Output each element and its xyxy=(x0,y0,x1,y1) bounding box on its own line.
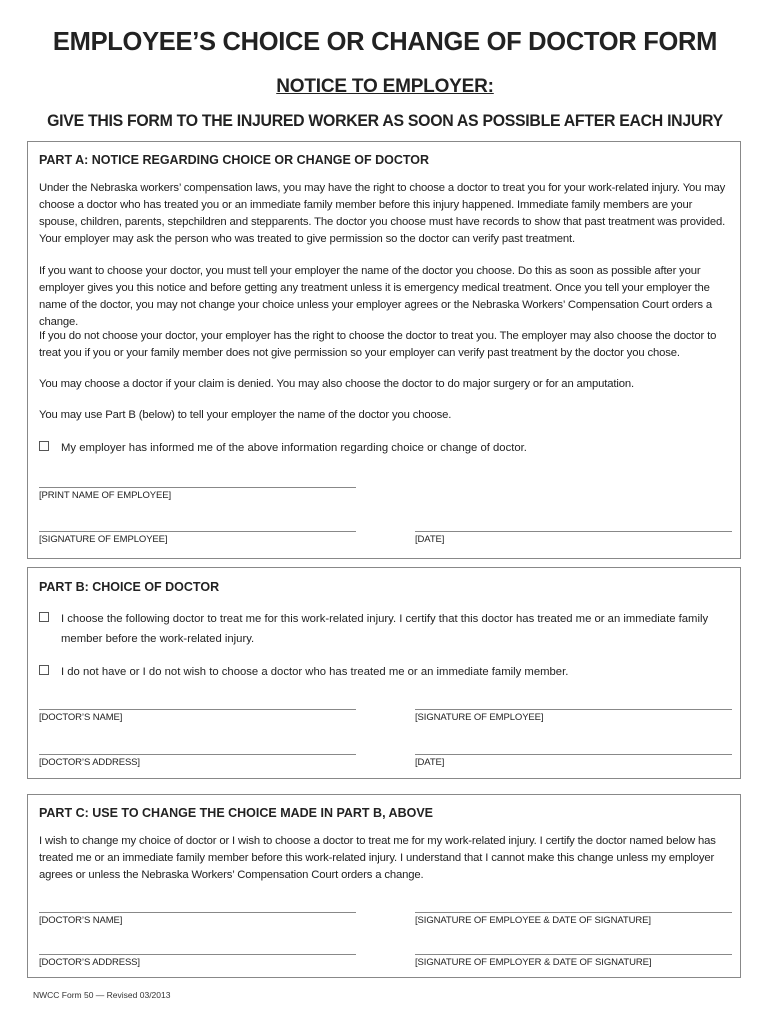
part-a-paragraph-1: Under the Nebraska workers’ compensation laws, you may have the right to choose a doctor to treat you for your work-related injury. You may choose a doctor who has treated you or an immediate family member before this injury happened. Immediate family members are your spouse, children, parents, stepchildren and stepparents. The doctor you choose must have records to show that past treatment was provided. Your employer may ask the person who was treated to give permission so the doctor can verify past treatment. xyxy=(39,182,726,245)
part-c-heading: PART C: USE TO CHANGE THE CHOICE MADE IN PART B, ABOVE xyxy=(39,806,434,820)
print-name-line[interactable] xyxy=(39,487,356,488)
part-c-doctor-address-caption: [DOCTOR’S ADDRESS] xyxy=(39,957,140,968)
part-c-doctor-address-line[interactable] xyxy=(39,954,356,955)
part-b-date-caption: [DATE] xyxy=(415,757,445,768)
part-a-section xyxy=(27,141,741,559)
date-caption: [DATE] xyxy=(415,534,445,545)
part-b-section xyxy=(27,567,741,779)
part-b-date-line[interactable] xyxy=(415,754,732,755)
part-b-employee-signature-line[interactable] xyxy=(415,709,732,710)
part-a-heading: PART A: NOTICE REGARDING CHOICE OR CHANGE OF DOCTOR xyxy=(39,153,430,167)
form-subtitle: NOTICE TO EMPLOYER: xyxy=(276,76,494,97)
employee-signature-caption: [SIGNATURE OF EMPLOYEE] xyxy=(39,534,168,545)
part-b-heading: PART B: CHOICE OF DOCTOR xyxy=(39,580,220,594)
form-instruction: GIVE THIS FORM TO THE INJURED WORKER AS SOON AS POSSIBLE AFTER EACH INJURY xyxy=(47,112,723,130)
part-c-paragraph: I wish to change my choice of doctor or I wish to choose a doctor to treat me for my work-related injury. I certify the doctor named below has treated me or an immediate family member before this work-related injury. I understand that I cannot make this change unless my employer agrees or unless the Nebraska Workers’ Compensation Court orders a change. xyxy=(39,835,716,881)
part-b-decline-checkbox[interactable] xyxy=(39,665,49,675)
part-b-choose-checkbox[interactable] xyxy=(39,612,49,622)
part-a-paragraph-4: You may choose a doctor if your claim is denied. You may also choose the doctor to do major surgery or for an amputation. xyxy=(39,378,634,390)
part-c-section xyxy=(27,794,741,978)
part-b-choose-label: I choose the following doctor to treat me for this work-related injury. I certify that this doctor has treated me or an immediate family member before the work-related injury. xyxy=(61,613,709,645)
doctor-name-caption: [DOCTOR’S NAME] xyxy=(39,712,123,723)
doctor-address-caption: [DOCTOR’S ADDRESS] xyxy=(39,757,140,768)
part-b-decline-row xyxy=(39,662,729,682)
part-c-doctor-name-line[interactable] xyxy=(39,912,356,913)
part-a-acknowledge-label: My employer has informed me of the above information regarding choice or change of doctor. xyxy=(61,442,527,454)
part-b-decline-label: I do not have or I do not wish to choose a doctor who has treated me or an immediate family member. xyxy=(61,666,569,678)
part-b-choose-row xyxy=(39,609,729,649)
date-line[interactable] xyxy=(415,531,732,532)
part-c-employer-signature-caption: [SIGNATURE OF EMPLOYER & DATE OF SIGNATURE] xyxy=(415,957,652,968)
print-name-caption: [PRINT NAME OF EMPLOYEE] xyxy=(39,490,172,501)
part-c-employee-signature-caption: [SIGNATURE OF EMPLOYEE & DATE OF SIGNATURE] xyxy=(415,915,651,926)
part-a-acknowledge-row xyxy=(39,438,729,458)
part-c-doctor-name-caption: [DOCTOR’S NAME] xyxy=(39,915,123,926)
part-a-acknowledge-checkbox[interactable] xyxy=(39,441,49,451)
part-c-employer-signature-line[interactable] xyxy=(415,954,732,955)
form-title: EMPLOYEE’S CHOICE OR CHANGE OF DOCTOR FORM xyxy=(52,28,718,56)
employee-signature-line[interactable] xyxy=(39,531,356,532)
part-b-employee-signature-caption: [SIGNATURE OF EMPLOYEE] xyxy=(415,712,544,723)
part-a-paragraph-3: If you do not choose your doctor, your employer has the right to choose the doctor to treat you. The employer may also choose the doctor to treat you if you or your family member does not give permission so your employer can verify past treatment by the doctor you chose. xyxy=(39,330,717,359)
part-a-paragraph-5: You may use Part B (below) to tell your employer the name of the doctor you choose. xyxy=(39,409,452,421)
doctor-address-line[interactable] xyxy=(39,754,356,755)
form-footer: NWCC Form 50 — Revised 03/2013 xyxy=(33,990,171,1000)
part-a-paragraph-2: If you want to choose your doctor, you must tell your employer the name of the doctor you choose. Do this as soon as possible after your employer gives you this notice and before getting any treatment unless it is emergency medical treatment. Once you tell your employer the name of the doctor, you may not change your choice unless your employer agrees or the Nebraska Workers’ Compensation Court orders a change. xyxy=(39,265,712,328)
doctor-name-line[interactable] xyxy=(39,709,356,710)
part-c-employee-signature-line[interactable] xyxy=(415,912,732,913)
